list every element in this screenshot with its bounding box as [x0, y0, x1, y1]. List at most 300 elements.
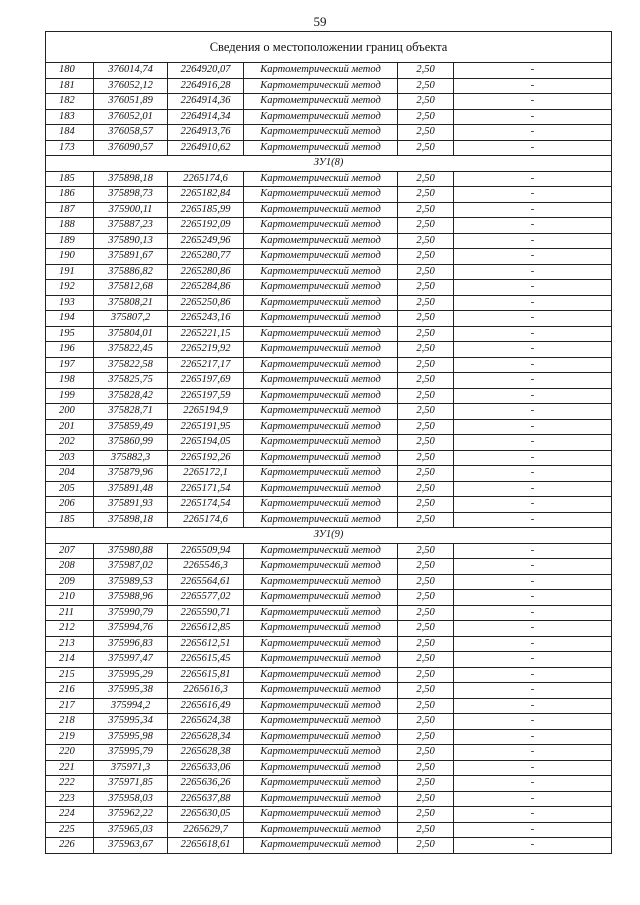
description-cell: - — [454, 729, 612, 745]
table-row — [46, 543, 612, 559]
x-coordinate-cell: 375807,2 — [94, 311, 168, 327]
description-cell: - — [454, 745, 612, 761]
accuracy-cell: 2,50 — [398, 342, 454, 358]
y-coordinate-cell: 2265615,81 — [168, 667, 244, 683]
table-title-row — [46, 32, 612, 63]
x-coordinate-cell: 376014,74 — [94, 63, 168, 79]
y-coordinate-cell: 2265616,49 — [168, 698, 244, 714]
point-number-cell: 195 — [46, 326, 94, 342]
accuracy-cell: 2,50 — [398, 760, 454, 776]
table-row — [46, 683, 612, 699]
table-row — [46, 698, 612, 714]
description-cell: - — [454, 466, 612, 482]
accuracy-cell: 2,50 — [398, 249, 454, 265]
accuracy-cell: 2,50 — [398, 233, 454, 249]
y-coordinate-cell: 2265630,05 — [168, 807, 244, 823]
accuracy-cell: 2,50 — [398, 683, 454, 699]
point-number-cell: 217 — [46, 698, 94, 714]
point-number-cell: 183 — [46, 109, 94, 125]
x-coordinate-cell: 375812,68 — [94, 280, 168, 296]
x-coordinate-cell: 375995,79 — [94, 745, 168, 761]
method-cell: Картометрический метод — [244, 590, 398, 606]
description-cell: - — [454, 404, 612, 420]
accuracy-cell: 2,50 — [398, 109, 454, 125]
accuracy-cell: 2,50 — [398, 311, 454, 327]
method-cell: Картометрический метод — [244, 109, 398, 125]
accuracy-cell: 2,50 — [398, 171, 454, 187]
method-cell: Картометрический метод — [244, 94, 398, 110]
method-cell: Картометрический метод — [244, 791, 398, 807]
method-cell: Картометрический метод — [244, 419, 398, 435]
table-row — [46, 497, 612, 513]
method-cell: Картометрический метод — [244, 311, 398, 327]
point-number-cell: 212 — [46, 621, 94, 637]
y-coordinate-cell: 2265171,54 — [168, 481, 244, 497]
table-body — [46, 32, 612, 854]
x-coordinate-cell: 375808,21 — [94, 295, 168, 311]
table-row — [46, 559, 612, 575]
description-cell: - — [454, 481, 612, 497]
method-cell: Картометрический метод — [244, 605, 398, 621]
accuracy-cell: 2,50 — [398, 373, 454, 389]
point-number-cell: 186 — [46, 187, 94, 203]
table-row — [46, 435, 612, 451]
point-number-cell: 222 — [46, 776, 94, 792]
method-cell: Картометрический метод — [244, 187, 398, 203]
accuracy-cell: 2,50 — [398, 791, 454, 807]
method-cell: Картометрический метод — [244, 559, 398, 575]
method-cell: Картометрический метод — [244, 621, 398, 637]
point-number-cell: 224 — [46, 807, 94, 823]
x-coordinate-cell: 375887,23 — [94, 218, 168, 234]
method-cell: Картометрический метод — [244, 404, 398, 420]
y-coordinate-cell: 2265280,77 — [168, 249, 244, 265]
description-cell: - — [454, 233, 612, 249]
y-coordinate-cell: 2264920,07 — [168, 63, 244, 79]
method-cell: Картометрический метод — [244, 636, 398, 652]
x-coordinate-cell: 375997,47 — [94, 652, 168, 668]
accuracy-cell: 2,50 — [398, 295, 454, 311]
y-coordinate-cell: 2265243,16 — [168, 311, 244, 327]
table-row — [46, 295, 612, 311]
point-number-cell: 218 — [46, 714, 94, 730]
description-cell: - — [454, 63, 612, 79]
accuracy-cell: 2,50 — [398, 435, 454, 451]
accuracy-cell: 2,50 — [398, 652, 454, 668]
y-coordinate-cell: 2265636,26 — [168, 776, 244, 792]
y-coordinate-cell: 2265174,54 — [168, 497, 244, 513]
accuracy-cell: 2,50 — [398, 187, 454, 203]
table-row — [46, 78, 612, 94]
x-coordinate-cell: 375822,45 — [94, 342, 168, 358]
x-coordinate-cell: 375891,67 — [94, 249, 168, 265]
x-coordinate-cell: 375995,98 — [94, 729, 168, 745]
x-coordinate-cell: 375825,75 — [94, 373, 168, 389]
accuracy-cell: 2,50 — [398, 745, 454, 761]
description-cell: - — [454, 543, 612, 559]
method-cell: Картометрический метод — [244, 807, 398, 823]
y-coordinate-cell: 2265616,3 — [168, 683, 244, 699]
table-row — [46, 605, 612, 621]
table-row — [46, 357, 612, 373]
table-row — [46, 667, 612, 683]
method-cell: Картометрический метод — [244, 714, 398, 730]
description-cell: - — [454, 357, 612, 373]
table-row — [46, 109, 612, 125]
point-number-cell: 196 — [46, 342, 94, 358]
accuracy-cell: 2,50 — [398, 63, 454, 79]
x-coordinate-cell: 375898,18 — [94, 512, 168, 528]
y-coordinate-cell: 2265219,92 — [168, 342, 244, 358]
y-coordinate-cell: 2265280,86 — [168, 264, 244, 280]
x-coordinate-cell: 375822,58 — [94, 357, 168, 373]
y-coordinate-cell: 2265612,85 — [168, 621, 244, 637]
x-coordinate-cell: 375859,49 — [94, 419, 168, 435]
point-number-cell: 204 — [46, 466, 94, 482]
x-coordinate-cell: 375962,22 — [94, 807, 168, 823]
method-cell: Картометрический метод — [244, 373, 398, 389]
y-coordinate-cell: 2265192,09 — [168, 218, 244, 234]
x-coordinate-cell: 375987,02 — [94, 559, 168, 575]
x-coordinate-cell: 376051,89 — [94, 94, 168, 110]
description-cell: - — [454, 125, 612, 141]
method-cell: Картометрический метод — [244, 295, 398, 311]
accuracy-cell: 2,50 — [398, 636, 454, 652]
accuracy-cell: 2,50 — [398, 838, 454, 854]
accuracy-cell: 2,50 — [398, 326, 454, 342]
table-row — [46, 326, 612, 342]
method-cell: Картометрический метод — [244, 745, 398, 761]
method-cell: Картометрический метод — [244, 729, 398, 745]
x-coordinate-cell: 375828,71 — [94, 404, 168, 420]
point-number-cell: 214 — [46, 652, 94, 668]
point-number-cell: 221 — [46, 760, 94, 776]
description-cell: - — [454, 497, 612, 513]
point-number-cell: 185 — [46, 512, 94, 528]
point-number-cell: 188 — [46, 218, 94, 234]
table-row — [46, 94, 612, 110]
point-number-cell: 187 — [46, 202, 94, 218]
x-coordinate-cell: 375971,3 — [94, 760, 168, 776]
x-coordinate-cell: 375879,96 — [94, 466, 168, 482]
page-number: 59 — [313, 14, 327, 29]
x-coordinate-cell: 375995,34 — [94, 714, 168, 730]
accuracy-cell: 2,50 — [398, 698, 454, 714]
point-number-cell: 173 — [46, 140, 94, 156]
table-row — [46, 745, 612, 761]
table-row — [46, 342, 612, 358]
point-number-cell: 210 — [46, 590, 94, 606]
point-number-cell: 220 — [46, 745, 94, 761]
method-cell: Картометрический метод — [244, 78, 398, 94]
table-row — [46, 233, 612, 249]
y-coordinate-cell: 2265174,6 — [168, 512, 244, 528]
point-number-cell: 191 — [46, 264, 94, 280]
description-cell: - — [454, 78, 612, 94]
y-coordinate-cell: 2264914,34 — [168, 109, 244, 125]
description-cell: - — [454, 202, 612, 218]
method-cell: Картометрический метод — [244, 760, 398, 776]
boundary-table — [45, 31, 612, 854]
method-cell: Картометрический метод — [244, 233, 398, 249]
description-cell: - — [454, 311, 612, 327]
description-cell: - — [454, 435, 612, 451]
description-cell: - — [454, 187, 612, 203]
table-row — [46, 714, 612, 730]
point-number-cell: 180 — [46, 63, 94, 79]
description-cell: - — [454, 605, 612, 621]
method-cell: Картометрический метод — [244, 450, 398, 466]
table-row — [46, 249, 612, 265]
table-row — [46, 171, 612, 187]
description-cell: - — [454, 760, 612, 776]
accuracy-cell: 2,50 — [398, 512, 454, 528]
point-number-cell: 207 — [46, 543, 94, 559]
table-row — [46, 574, 612, 590]
x-coordinate-cell: 375804,01 — [94, 326, 168, 342]
description-cell: - — [454, 171, 612, 187]
table-row — [46, 450, 612, 466]
description-cell: - — [454, 140, 612, 156]
x-coordinate-cell: 375989,53 — [94, 574, 168, 590]
accuracy-cell: 2,50 — [398, 140, 454, 156]
y-coordinate-cell: 2265284,86 — [168, 280, 244, 296]
table-title: Сведения о местоположении границ объекта — [46, 32, 612, 63]
description-cell: - — [454, 218, 612, 234]
description-cell: - — [454, 94, 612, 110]
description-cell: - — [454, 698, 612, 714]
description-cell: - — [454, 109, 612, 125]
accuracy-cell: 2,50 — [398, 218, 454, 234]
description-cell: - — [454, 450, 612, 466]
table-row — [46, 760, 612, 776]
x-coordinate-cell: 375994,76 — [94, 621, 168, 637]
x-coordinate-cell: 375996,83 — [94, 636, 168, 652]
method-cell: Картометрический метод — [244, 838, 398, 854]
description-cell: - — [454, 652, 612, 668]
point-number-cell: 208 — [46, 559, 94, 575]
x-coordinate-cell: 375890,13 — [94, 233, 168, 249]
x-coordinate-cell: 375965,03 — [94, 822, 168, 838]
section-row — [46, 528, 612, 544]
point-number-cell: 211 — [46, 605, 94, 621]
y-coordinate-cell: 2265628,34 — [168, 729, 244, 745]
accuracy-cell: 2,50 — [398, 450, 454, 466]
point-number-cell: 199 — [46, 388, 94, 404]
accuracy-cell: 2,50 — [398, 559, 454, 575]
method-cell: Картометрический метод — [244, 512, 398, 528]
accuracy-cell: 2,50 — [398, 729, 454, 745]
y-coordinate-cell: 2265615,45 — [168, 652, 244, 668]
x-coordinate-cell: 375898,73 — [94, 187, 168, 203]
x-coordinate-cell: 376058,57 — [94, 125, 168, 141]
method-cell: Картометрический метод — [244, 776, 398, 792]
table-row — [46, 202, 612, 218]
accuracy-cell: 2,50 — [398, 621, 454, 637]
description-cell: - — [454, 388, 612, 404]
description-cell: - — [454, 574, 612, 590]
accuracy-cell: 2,50 — [398, 419, 454, 435]
point-number-cell: 206 — [46, 497, 94, 513]
section-label: ЗУ1(9) — [46, 528, 612, 544]
y-coordinate-cell: 2265577,02 — [168, 590, 244, 606]
accuracy-cell: 2,50 — [398, 404, 454, 420]
description-cell: - — [454, 776, 612, 792]
y-coordinate-cell: 2264916,28 — [168, 78, 244, 94]
y-coordinate-cell: 2265637,88 — [168, 791, 244, 807]
description-cell: - — [454, 249, 612, 265]
table-row — [46, 187, 612, 203]
description-cell: - — [454, 512, 612, 528]
point-number-cell: 190 — [46, 249, 94, 265]
accuracy-cell: 2,50 — [398, 280, 454, 296]
point-number-cell: 189 — [46, 233, 94, 249]
accuracy-cell: 2,50 — [398, 357, 454, 373]
table-row — [46, 636, 612, 652]
section-row — [46, 156, 612, 172]
description-cell: - — [454, 419, 612, 435]
y-coordinate-cell: 2265250,86 — [168, 295, 244, 311]
description-cell: - — [454, 838, 612, 854]
point-number-cell: 197 — [46, 357, 94, 373]
point-number-cell: 192 — [46, 280, 94, 296]
y-coordinate-cell: 2265618,61 — [168, 838, 244, 854]
table-row — [46, 512, 612, 528]
x-coordinate-cell: 375980,88 — [94, 543, 168, 559]
y-coordinate-cell: 2265174,6 — [168, 171, 244, 187]
point-number-cell: 201 — [46, 419, 94, 435]
table-row — [46, 419, 612, 435]
accuracy-cell: 2,50 — [398, 807, 454, 823]
method-cell: Картометрический метод — [244, 466, 398, 482]
x-coordinate-cell: 375995,29 — [94, 667, 168, 683]
y-coordinate-cell: 2265509,94 — [168, 543, 244, 559]
x-coordinate-cell: 375860,99 — [94, 435, 168, 451]
accuracy-cell: 2,50 — [398, 590, 454, 606]
x-coordinate-cell: 375958,03 — [94, 791, 168, 807]
y-coordinate-cell: 2265221,15 — [168, 326, 244, 342]
point-number-cell: 203 — [46, 450, 94, 466]
accuracy-cell: 2,50 — [398, 822, 454, 838]
accuracy-cell: 2,50 — [398, 574, 454, 590]
table-row — [46, 590, 612, 606]
y-coordinate-cell: 2265564,61 — [168, 574, 244, 590]
x-coordinate-cell: 375898,18 — [94, 171, 168, 187]
description-cell: - — [454, 667, 612, 683]
description-cell: - — [454, 590, 612, 606]
method-cell: Картометрический метод — [244, 357, 398, 373]
y-coordinate-cell: 2265197,59 — [168, 388, 244, 404]
y-coordinate-cell: 2265590,71 — [168, 605, 244, 621]
y-coordinate-cell: 2264913,76 — [168, 125, 244, 141]
accuracy-cell: 2,50 — [398, 94, 454, 110]
description-cell: - — [454, 822, 612, 838]
method-cell: Картометрический метод — [244, 667, 398, 683]
y-coordinate-cell: 2265629,7 — [168, 822, 244, 838]
method-cell: Картометрический метод — [244, 574, 398, 590]
y-coordinate-cell: 2265185,99 — [168, 202, 244, 218]
x-coordinate-cell: 375988,96 — [94, 590, 168, 606]
point-number-cell: 209 — [46, 574, 94, 590]
x-coordinate-cell: 375994,2 — [94, 698, 168, 714]
table-row — [46, 264, 612, 280]
accuracy-cell: 2,50 — [398, 481, 454, 497]
description-cell: - — [454, 295, 612, 311]
y-coordinate-cell: 2265628,38 — [168, 745, 244, 761]
table-row — [46, 388, 612, 404]
method-cell: Картометрический метод — [244, 264, 398, 280]
accuracy-cell: 2,50 — [398, 466, 454, 482]
description-cell: - — [454, 559, 612, 575]
x-coordinate-cell: 376052,01 — [94, 109, 168, 125]
table-row — [46, 404, 612, 420]
y-coordinate-cell: 2265217,17 — [168, 357, 244, 373]
x-coordinate-cell: 376052,12 — [94, 78, 168, 94]
point-number-cell: 215 — [46, 667, 94, 683]
y-coordinate-cell: 2265194,05 — [168, 435, 244, 451]
y-coordinate-cell: 2265192,26 — [168, 450, 244, 466]
table-row — [46, 621, 612, 637]
y-coordinate-cell: 2265546,3 — [168, 559, 244, 575]
method-cell: Картометрический метод — [244, 63, 398, 79]
x-coordinate-cell: 375891,93 — [94, 497, 168, 513]
table-row — [46, 776, 612, 792]
table-row — [46, 63, 612, 79]
description-cell: - — [454, 326, 612, 342]
x-coordinate-cell: 375882,3 — [94, 450, 168, 466]
table-row — [46, 652, 612, 668]
method-cell: Картометрический метод — [244, 822, 398, 838]
method-cell: Картометрический метод — [244, 280, 398, 296]
description-cell: - — [454, 791, 612, 807]
point-number-cell: 225 — [46, 822, 94, 838]
point-number-cell: 202 — [46, 435, 94, 451]
accuracy-cell: 2,50 — [398, 202, 454, 218]
y-coordinate-cell: 2264910,62 — [168, 140, 244, 156]
table-row — [46, 729, 612, 745]
section-label: ЗУ1(8) — [46, 156, 612, 172]
method-cell: Картометрический метод — [244, 342, 398, 358]
point-number-cell: 205 — [46, 481, 94, 497]
table-row — [46, 311, 612, 327]
point-number-cell: 184 — [46, 125, 94, 141]
description-cell: - — [454, 342, 612, 358]
method-cell: Картометрический метод — [244, 202, 398, 218]
table-row — [46, 791, 612, 807]
point-number-cell: 213 — [46, 636, 94, 652]
y-coordinate-cell: 2264914,36 — [168, 94, 244, 110]
description-cell: - — [454, 683, 612, 699]
point-number-cell: 185 — [46, 171, 94, 187]
accuracy-cell: 2,50 — [398, 125, 454, 141]
x-coordinate-cell: 375995,38 — [94, 683, 168, 699]
y-coordinate-cell: 2265612,51 — [168, 636, 244, 652]
table-row — [46, 481, 612, 497]
point-number-cell: 198 — [46, 373, 94, 389]
method-cell: Картометрический метод — [244, 326, 398, 342]
description-cell: - — [454, 714, 612, 730]
point-number-cell: 200 — [46, 404, 94, 420]
method-cell: Картометрический метод — [244, 218, 398, 234]
accuracy-cell: 2,50 — [398, 497, 454, 513]
y-coordinate-cell: 2265624,38 — [168, 714, 244, 730]
point-number-cell: 182 — [46, 94, 94, 110]
y-coordinate-cell: 2265249,96 — [168, 233, 244, 249]
point-number-cell: 219 — [46, 729, 94, 745]
method-cell: Картометрический метод — [244, 481, 398, 497]
table-row — [46, 140, 612, 156]
description-cell: - — [454, 373, 612, 389]
